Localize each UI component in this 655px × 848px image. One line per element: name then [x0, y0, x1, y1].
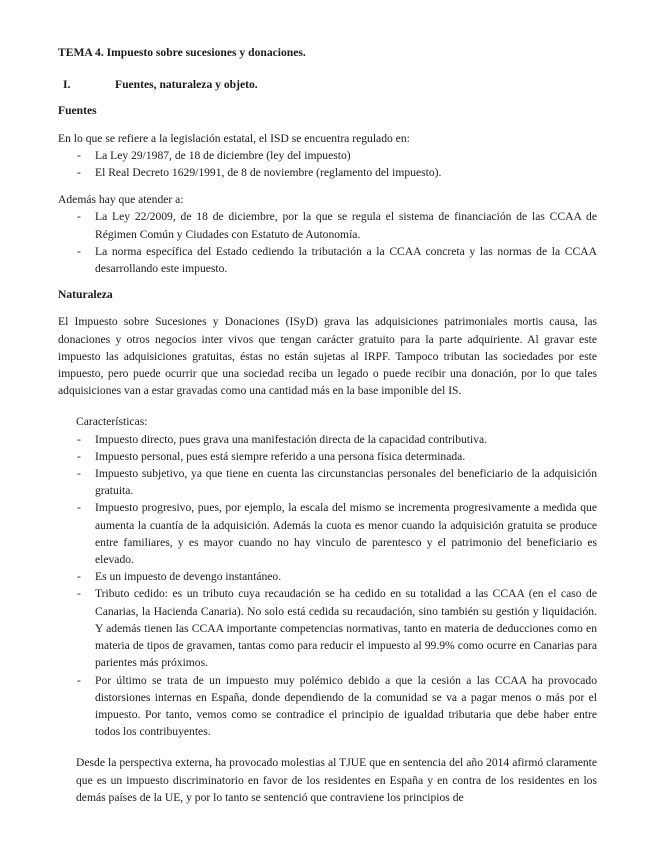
list-item: - Impuesto personal, pues está siempre referido a una persona física determinada.: [58, 448, 597, 465]
list-item: - Impuesto directo, pues grava una manifestación directa de la capacidad contributiva.: [58, 431, 597, 448]
section-title: Fuentes, naturaleza y objeto.: [115, 78, 258, 92]
naturaleza-paragraph: El Impuesto sobre Sucesiones y Donaciones (ISyD) grava las adquisiciones patrimoniales mortis causa, las donaciones y otros negocios inter vivos que tengan carácter gratuito para la parte adquiriente. Al gravar este impuesto las adquisiciones gratuitas, éstas no están sujetas al IRPF. Tampoco tributan las sociedades por este impuesto, pero puede ocurrir que una sociedad reciba un legado o puede recibir una donación, por lo que tales adquisiciones van a estar gravadas como una cantidad más en la base imponible del IS.: [58, 315, 597, 398]
list-item: - Impuesto progresivo, pues, por ejemplo, la escala del mismo se incrementa progresivamente a medida que aumenta la cuantía de la adquisición. Además la cuota es menor cuando la adquisición gratuita se produce entre familiares, y es mayor cuando no hay vinculo de parentesco y el patrimonio del beneficiario es elevado.: [58, 499, 597, 568]
list-item: - Tributo cedido: es un tributo cuya recaudación se ha cedido en su totalidad a las CCAA (en el caso de Canarias, la Hacienda Canaria). No solo está cedida su recaudación, sino también su gestión y liquidación. Y además tienen las CCAA importante competencias normativas, tanto en materia de deducciones como en materia de tipos de gravamen, tantas como para reducir el impuesto al 99.9% como ocurre en Canarias para parientes más próximos.: [58, 585, 597, 671]
section-heading: [58, 76, 597, 93]
fuentes-intro-2: Además hay que atender a:: [58, 193, 184, 207]
list-item: - El Real Decreto 1629/1991, de 8 de noviembre (reglamento del impuesto).: [58, 164, 597, 181]
fuentes-list: [58, 147, 597, 181]
closing-paragraph: Desde la perspectiva externa, ha provocado molestias al TJUE que en sentencia del año 2014 afirmó claramente que es un impuesto discriminatorio en favor de los residentes en España y en contra de los residentes en los demás países de la UE, y por lo tanto se sentenció que contraviene los principios de: [76, 756, 597, 804]
caracteristicas-list: [58, 431, 597, 741]
caracteristicas-label: Características:: [76, 415, 148, 429]
fuentes-list-2: [58, 208, 597, 277]
section-number: I.: [63, 78, 71, 92]
list-item: - Por último se trata de un impuesto muy polémico debido a que la cesión a las CCAA ha provocado distorsiones internas en España, donde dependiendo de la comunidad se va a pagar menos o más por el impuesto. Por tanto, vemos como se contradice el principio de igualdad tributaria que debe haber entre todos los contribuyentes.: [58, 672, 597, 741]
page-title: TEMA 4. Impuesto sobre sucesiones y donaciones.: [58, 46, 306, 59]
list-item: - La Ley 22/2009, de 18 de diciembre, por la que se regula el sistema de financiación de las CCAA de Régimen Común y Ciudades con Estatuto de Autonomía.: [58, 208, 597, 242]
list-item: - Es un impuesto de devengo instantáneo.: [58, 568, 597, 585]
naturaleza-heading: Naturaleza: [58, 288, 113, 302]
fuentes-heading: Fuentes: [58, 104, 97, 118]
list-item: - Impuesto subjetivo, ya que tiene en cuenta las circunstancias personales del beneficiario de la adquisición gratuita.: [58, 465, 597, 499]
list-item: - La Ley 29/1987, de 18 de diciembre (ley del impuesto): [58, 147, 597, 164]
fuentes-intro: En lo que se refiere a la legislación estatal, el ISD se encuentra regulado en:: [58, 131, 410, 145]
list-item: - La norma específica del Estado cediendo la tributación a la CCAA concreta y las normas de la CCAA desarrollando este impuesto.: [58, 243, 597, 277]
